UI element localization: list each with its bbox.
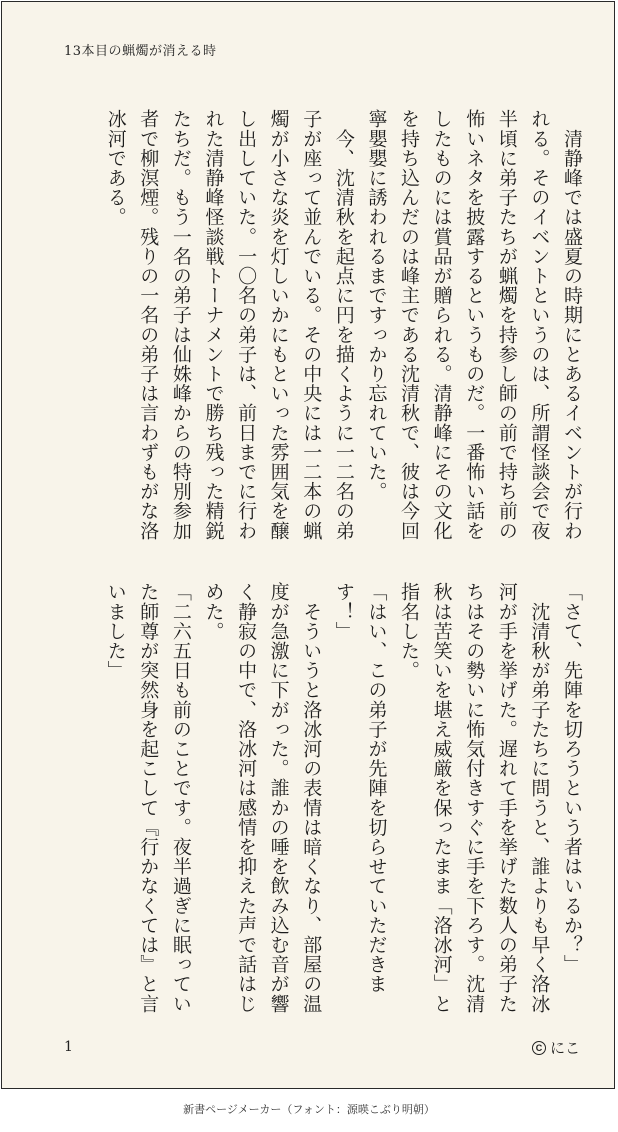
top-text-column: し出していた。一〇名の弟子は、前日までに行わ	[235, 109, 258, 541]
bottom-text-column: 指名した。	[398, 582, 421, 680]
bottom-text-column: 度が急激に下がった。誰かの唾を飲み込む音が響	[267, 582, 290, 1014]
page-number: 1	[64, 1039, 73, 1055]
bottom-text-column: 秋は苦笑いを堪え威厳を保ったまま「洛冰河」と	[430, 582, 453, 1014]
top-text-column: 冰河である。	[104, 109, 127, 227]
bottom-text-column: めた。	[202, 582, 225, 641]
author-name: にこ	[549, 1039, 580, 1057]
author-credit	[532, 1037, 580, 1058]
bottom-text-column: 「さて、先陣を切ろうという者はいるか？」	[561, 582, 583, 974]
text-block-bottom	[99, 582, 588, 1014]
bottom-text-column: いました」	[104, 582, 127, 680]
top-text-column: したものには賞品が贈られる。清静峰にその文化	[430, 109, 453, 541]
top-text-column: 今、沈清秋を起点に円を描くように一二名の弟	[332, 109, 355, 541]
bottom-text-column: す！」	[332, 582, 355, 641]
bottom-text-column: 「はい、この弟子が先陣を切らせていただきま	[365, 582, 388, 994]
top-text-column: 燭が小さな炎を灯しいかにもといった雰囲気を醸	[267, 109, 290, 541]
bottom-text-column: 河が手を挙げた。遅れて手を挙げた数人の弟子た	[495, 582, 518, 1014]
running-title: 13本目の蝋燭が消える時	[64, 44, 217, 59]
generator-caption: 新書ページメーカー（フォント：源暎こぶり明朝）	[183, 1103, 435, 1116]
bottom-text-column: た師尊が突然身を起こして『行かなくては』と言	[137, 582, 160, 1014]
bottom-text-column: 「二六五日も前のことです。夜半過ぎに眠ってい	[169, 582, 192, 1014]
bottom-text-column: く静寂の中で、洛冰河は感情を抑えた声で話はじ	[235, 582, 258, 1014]
top-text-column: 半頃に弟子たちが蝋燭を持参し師の前で持ち前の	[495, 109, 518, 541]
bottom-text-column: ちはその勢いに怖気付きすぐに手を下ろす。沈清	[463, 582, 486, 1014]
top-text-column: れた清静峰怪談戦トーナメントで勝ち残った精鋭	[202, 109, 225, 541]
copyright-icon: C	[532, 1041, 546, 1055]
text-block-top	[99, 109, 588, 541]
top-text-column: を持ち込んだのは峰主である沈清秋で、彼は今回	[398, 109, 421, 541]
top-text-column: たちだ。もう一名の弟子は仙姝峰からの特別参加	[169, 109, 192, 541]
top-text-column: 怖いネタを披露するというものだ。一番怖い話を	[463, 109, 486, 541]
bottom-text-column: そういうと洛冰河の表情は暗くなり、部屋の温	[300, 582, 323, 1014]
top-text-column: 清静峰では盛夏の時期にとあるイベントが行わ	[561, 109, 583, 541]
top-text-column: 者で柳溟煙。残りの一名の弟子は言わずもがな洛	[137, 109, 160, 541]
bottom-text-column: 沈清秋が弟子たちに問うと、誰よりも早く洛冰	[528, 582, 551, 1014]
top-text-column: 子が座って並んでいる。その中央には一二本の蝋	[300, 109, 323, 541]
top-text-column: れる。そのイベントというのは、所謂怪談会で夜	[528, 109, 551, 541]
top-text-column: 寧嬰嬰に誘われるまですっかり忘れていた。	[365, 109, 388, 501]
book-page	[1, 1, 615, 1089]
